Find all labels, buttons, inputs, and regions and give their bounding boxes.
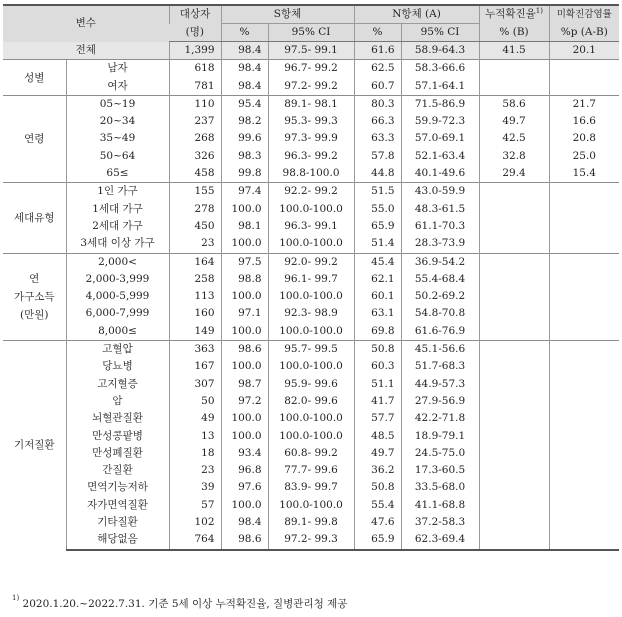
- table-row: [3, 183, 619, 201]
- row-label: 8,000≤: [66, 323, 169, 341]
- cell-undetected: 25.0: [549, 148, 619, 165]
- cell-s-ci: 95.9- 99.6: [268, 376, 354, 393]
- cell-s-ci: 100.0-100.0: [268, 410, 354, 427]
- cell-n-ci: 18.9-79.1: [401, 428, 479, 445]
- cell-s-pct: 98.4: [221, 514, 268, 531]
- cell-n-ci: 43.0-59.9: [401, 183, 479, 201]
- header-subjects: 대상자: [169, 5, 221, 24]
- table-row: [3, 514, 619, 531]
- cell-cumulative: [479, 445, 549, 462]
- cell-n-pct: 55.0: [354, 201, 401, 218]
- cell-s-pct: 99.6: [221, 130, 268, 147]
- group-label: 연 가구소득 (만원): [3, 253, 66, 340]
- cell-s-pct: 97.4: [221, 183, 268, 201]
- cell-n-ci: 42.2-71.8: [401, 410, 479, 427]
- row-label: 뇌혈관질환: [66, 410, 169, 427]
- cell-n-pct: 44.8: [354, 165, 401, 183]
- cell-n-pct: 51.4: [354, 235, 401, 253]
- cell-s-ci: 95.3- 99.3: [268, 113, 354, 130]
- table-row: [3, 113, 619, 130]
- cell-s-ci: 96.3- 99.2: [268, 148, 354, 165]
- cell-s-ci: 100.0-100.0: [268, 497, 354, 514]
- cell-cumulative: [479, 497, 549, 514]
- cell-cumulative: [479, 393, 549, 410]
- table-row: [3, 497, 619, 514]
- header-row-1: [3, 5, 619, 24]
- table-row: [3, 445, 619, 462]
- cell-subjects: 278: [169, 201, 221, 218]
- cell-n-pct: 36.2: [354, 462, 401, 479]
- cell-n-ci: 54.8-70.8: [401, 305, 479, 322]
- cell-subjects: 326: [169, 148, 221, 165]
- cell-cumulative: [479, 253, 549, 271]
- header-s-antibody: S항체: [221, 5, 354, 24]
- cell-s-ci: 92.0- 99.2: [268, 253, 354, 271]
- cell-undetected: [549, 78, 619, 96]
- cell-undetected: [549, 497, 619, 514]
- cell-s-ci: 89.1- 98.1: [268, 95, 354, 113]
- row-label: 3세대 이상 가구: [66, 235, 169, 253]
- cell-cumulative: [479, 376, 549, 393]
- cell-n-pct: 41.7: [354, 393, 401, 410]
- cell-subjects: 167: [169, 358, 221, 375]
- cell-n-ci: 55.4-68.4: [401, 271, 479, 288]
- cell-s-ci: 100.0-100.0: [268, 428, 354, 445]
- cell-n-ci: 45.1-56.6: [401, 341, 479, 359]
- row-label: 65≤: [66, 165, 169, 183]
- cell-undetected: [549, 376, 619, 393]
- cell-s-ci: 95.7- 99.5: [268, 341, 354, 359]
- cell-s-pct: 100.0: [221, 288, 268, 305]
- cell-cumulative: 42.5: [479, 130, 549, 147]
- header-variable: 변수: [3, 5, 169, 42]
- cell-n-pct: 65.9: [354, 218, 401, 235]
- header-undetected-infection: 미확진감염률: [549, 5, 619, 24]
- cell-s-pct: 97.5: [221, 253, 268, 271]
- cell-n-pct: 57.8: [354, 148, 401, 165]
- cell-undetected: [549, 183, 619, 201]
- row-label: 35~49: [66, 130, 169, 147]
- cell-s-pct: 98.7: [221, 376, 268, 393]
- table-body: [3, 42, 619, 550]
- cell-subjects: 39: [169, 479, 221, 496]
- cell-s-ci: 92.3- 98.9: [268, 305, 354, 322]
- total-undetected: 20.1: [549, 42, 619, 60]
- table-row: [3, 479, 619, 496]
- table-row: [3, 271, 619, 288]
- row-label: 기타질환: [66, 514, 169, 531]
- cell-s-ci: 97.2- 99.3: [268, 531, 354, 549]
- group-label: 기저질환: [3, 341, 66, 550]
- cell-s-ci: 83.9- 99.7: [268, 479, 354, 496]
- cell-s-pct: 98.1: [221, 218, 268, 235]
- footnote-text: 2020.1.20.~2022.7.31. 기준 5세 이상 누적확진율, 질병관리청 제공: [22, 598, 348, 610]
- row-label: 고지혈증: [66, 376, 169, 393]
- table-row: [3, 376, 619, 393]
- cell-subjects: 110: [169, 95, 221, 113]
- cell-s-pct: 100.0: [221, 428, 268, 445]
- cell-n-pct: 57.7: [354, 410, 401, 427]
- total-n-ci: 58.9-64.3: [401, 42, 479, 60]
- cell-undetected: [549, 288, 619, 305]
- cell-undetected: [549, 410, 619, 427]
- cell-s-ci: 97.2- 99.2: [268, 78, 354, 96]
- cell-n-pct: 50.8: [354, 479, 401, 496]
- cell-s-pct: 97.1: [221, 305, 268, 322]
- table-row: [3, 130, 619, 147]
- cell-s-pct: 97.6: [221, 479, 268, 496]
- table-row: [3, 410, 619, 427]
- cell-s-pct: 100.0: [221, 323, 268, 341]
- cell-n-ci: 33.5-68.0: [401, 479, 479, 496]
- row-label: 4,000-5,999: [66, 288, 169, 305]
- cell-subjects: 458: [169, 165, 221, 183]
- cell-undetected: [549, 253, 619, 271]
- cell-undetected: [549, 531, 619, 549]
- cell-s-pct: 100.0: [221, 201, 268, 218]
- cell-s-pct: 98.6: [221, 531, 268, 549]
- table-row: [3, 288, 619, 305]
- cell-s-pct: 98.6: [221, 341, 268, 359]
- table-row: [3, 165, 619, 183]
- cell-n-ci: 17.3-60.5: [401, 462, 479, 479]
- table-row: [3, 305, 619, 322]
- cell-subjects: 23: [169, 462, 221, 479]
- group-label: 연령: [3, 95, 66, 182]
- cell-undetected: [549, 60, 619, 78]
- cell-s-ci: 92.2- 99.2: [268, 183, 354, 201]
- cell-s-ci: 60.8- 99.2: [268, 445, 354, 462]
- row-label: 1세대 가구: [66, 201, 169, 218]
- cell-undetected: [549, 271, 619, 288]
- table-row: [3, 95, 619, 113]
- cell-cumulative: [479, 201, 549, 218]
- cell-subjects: 164: [169, 253, 221, 271]
- cell-subjects: 764: [169, 531, 221, 549]
- cell-n-ci: 28.3-73.9: [401, 235, 479, 253]
- cell-undetected: 21.7: [549, 95, 619, 113]
- row-label: 1인 가구: [66, 183, 169, 201]
- cell-subjects: 49: [169, 410, 221, 427]
- header-subjects-unit: (명): [169, 24, 221, 42]
- cell-s-pct: 96.8: [221, 462, 268, 479]
- table-row: [3, 462, 619, 479]
- cell-cumulative: [479, 531, 549, 549]
- total-cumulative: 41.5: [479, 42, 549, 60]
- cell-undetected: 15.4: [549, 165, 619, 183]
- cell-n-ci: 24.5-75.0: [401, 445, 479, 462]
- cell-n-ci: 59.9-72.3: [401, 113, 479, 130]
- cell-cumulative: 49.7: [479, 113, 549, 130]
- cell-undetected: [549, 235, 619, 253]
- cell-cumulative: [479, 341, 549, 359]
- cell-subjects: 23: [169, 235, 221, 253]
- cell-undetected: [549, 428, 619, 445]
- cell-n-ci: 48.3-61.5: [401, 201, 479, 218]
- cell-n-ci: 58.3-66.6: [401, 60, 479, 78]
- cell-subjects: 307: [169, 376, 221, 393]
- table-row: [3, 393, 619, 410]
- cell-n-ci: 62.3-69.4: [401, 531, 479, 549]
- row-label: 암: [66, 393, 169, 410]
- cell-s-pct: 98.2: [221, 113, 268, 130]
- cell-n-pct: 63.1: [354, 305, 401, 322]
- cell-n-pct: 55.4: [354, 497, 401, 514]
- cell-cumulative: [479, 288, 549, 305]
- cell-n-pct: 80.3: [354, 95, 401, 113]
- footnote-mark: 1): [12, 594, 20, 602]
- footnote: [12, 596, 347, 611]
- total-s-pct: 98.4: [221, 42, 268, 60]
- cell-cumulative: [479, 183, 549, 201]
- row-label: 6,000-7,999: [66, 305, 169, 322]
- table-row: [3, 358, 619, 375]
- cell-cumulative: [479, 514, 549, 531]
- table-row: [3, 218, 619, 235]
- table-row: [3, 201, 619, 218]
- cell-undetected: [549, 341, 619, 359]
- cell-undetected: [549, 514, 619, 531]
- row-label: 만성콩팥병: [66, 428, 169, 445]
- header-s-ci: 95% CI: [268, 24, 354, 42]
- header-n-pct: %: [354, 24, 401, 42]
- cell-s-pct: 100.0: [221, 410, 268, 427]
- cell-s-pct: 100.0: [221, 497, 268, 514]
- cell-n-pct: 51.1: [354, 376, 401, 393]
- cell-s-pct: 98.8: [221, 271, 268, 288]
- cell-s-pct: 95.4: [221, 95, 268, 113]
- cell-n-pct: 50.8: [354, 341, 401, 359]
- total-n-pct: 61.6: [354, 42, 401, 60]
- cell-n-ci: 51.7-68.3: [401, 358, 479, 375]
- cell-n-ci: 37.2-58.3: [401, 514, 479, 531]
- cell-n-pct: 63.3: [354, 130, 401, 147]
- cell-n-pct: 51.5: [354, 183, 401, 201]
- row-label: 당뇨병: [66, 358, 169, 375]
- cell-subjects: 18: [169, 445, 221, 462]
- cell-n-ci: 50.2-69.2: [401, 288, 479, 305]
- table-row: [3, 60, 619, 78]
- cell-subjects: 155: [169, 183, 221, 201]
- row-label: 50~64: [66, 148, 169, 165]
- cell-subjects: 363: [169, 341, 221, 359]
- row-label: 05~19: [66, 95, 169, 113]
- cell-cumulative: [479, 218, 549, 235]
- row-label: 해당없음: [66, 531, 169, 549]
- cell-n-ci: 40.1-49.6: [401, 165, 479, 183]
- cell-n-ci: 71.5-86.9: [401, 95, 479, 113]
- cell-subjects: 618: [169, 60, 221, 78]
- cell-s-ci: 97.3- 99.9: [268, 130, 354, 147]
- table-row: [3, 148, 619, 165]
- cell-s-pct: 97.2: [221, 393, 268, 410]
- cell-cumulative: [479, 271, 549, 288]
- header-s-pct: %: [221, 24, 268, 42]
- cell-cumulative: 32.8: [479, 148, 549, 165]
- cell-undetected: [549, 218, 619, 235]
- cell-subjects: 268: [169, 130, 221, 147]
- table-row: [3, 341, 619, 359]
- cell-s-pct: 98.4: [221, 78, 268, 96]
- cell-subjects: 102: [169, 514, 221, 531]
- cell-cumulative: [479, 305, 549, 322]
- row-label: 여자: [66, 78, 169, 96]
- cell-subjects: 57: [169, 497, 221, 514]
- row-label: 자가면역질환: [66, 497, 169, 514]
- header-undetected-unit: %p (A-B): [549, 24, 619, 42]
- group-label: 세대유형: [3, 183, 66, 253]
- cell-undetected: [549, 323, 619, 341]
- cell-subjects: 50: [169, 393, 221, 410]
- cell-s-ci: 96.7- 99.2: [268, 60, 354, 78]
- cell-s-pct: 98.4: [221, 60, 268, 78]
- cell-cumulative: [479, 235, 549, 253]
- cell-s-ci: 100.0-100.0: [268, 288, 354, 305]
- cell-s-ci: 100.0-100.0: [268, 235, 354, 253]
- cell-n-pct: 62.5: [354, 60, 401, 78]
- cell-s-ci: 100.0-100.0: [268, 323, 354, 341]
- cell-undetected: [549, 445, 619, 462]
- row-label: 면역기능저하: [66, 479, 169, 496]
- cell-s-ci: 98.8-100.0: [268, 165, 354, 183]
- cell-cumulative: [479, 428, 549, 445]
- total-n: 1,399: [169, 42, 221, 60]
- cell-cumulative: [479, 410, 549, 427]
- cell-n-pct: 60.3: [354, 358, 401, 375]
- cell-cumulative: [479, 60, 549, 78]
- header-cum-unit: % (B): [479, 24, 549, 42]
- cell-s-pct: 100.0: [221, 358, 268, 375]
- cell-subjects: 450: [169, 218, 221, 235]
- cell-n-ci: 61.1-70.3: [401, 218, 479, 235]
- row-label: 만성폐질환: [66, 445, 169, 462]
- cell-undetected: [549, 479, 619, 496]
- cell-subjects: 258: [169, 271, 221, 288]
- cell-subjects: 160: [169, 305, 221, 322]
- cell-subjects: 781: [169, 78, 221, 96]
- cell-n-pct: 60.1: [354, 288, 401, 305]
- header-n-antibody: N항체 (A): [354, 5, 479, 24]
- table-row: [3, 428, 619, 445]
- total-s-ci: 97.5- 99.1: [268, 42, 354, 60]
- cell-subjects: 149: [169, 323, 221, 341]
- cell-s-ci: 96.1- 99.7: [268, 271, 354, 288]
- cell-s-pct: 99.8: [221, 165, 268, 183]
- cell-n-pct: 45.4: [354, 253, 401, 271]
- cell-cumulative: 29.4: [479, 165, 549, 183]
- cell-undetected: [549, 462, 619, 479]
- header-cumulative-confirmed: 누적확진율$^{1)}$: [479, 5, 549, 24]
- table-row: [3, 323, 619, 341]
- cell-n-pct: 66.3: [354, 113, 401, 130]
- row-label: 2,000-3,999: [66, 271, 169, 288]
- cell-s-ci: 100.0-100.0: [268, 358, 354, 375]
- cell-cumulative: 58.6: [479, 95, 549, 113]
- cell-n-pct: 62.1: [354, 271, 401, 288]
- cell-s-pct: 98.3: [221, 148, 268, 165]
- row-label: 고혈압: [66, 341, 169, 359]
- cell-undetected: [549, 305, 619, 322]
- cell-cumulative: [479, 479, 549, 496]
- row-label: 남자: [66, 60, 169, 78]
- table-row: [3, 253, 619, 271]
- cell-undetected: [549, 201, 619, 218]
- cell-n-ci: 36.9-54.2: [401, 253, 479, 271]
- row-label: 2,000<: [66, 253, 169, 271]
- row-label: 간질환: [66, 462, 169, 479]
- cell-subjects: 237: [169, 113, 221, 130]
- cell-n-pct: 69.8: [354, 323, 401, 341]
- table-row: [3, 531, 619, 549]
- table-row: [3, 235, 619, 253]
- row-label: 20~34: [66, 113, 169, 130]
- cell-n-pct: 60.7: [354, 78, 401, 96]
- total-row: [3, 42, 619, 60]
- cell-n-ci: 57.1-64.1: [401, 78, 479, 96]
- cell-s-ci: 100.0-100.0: [268, 201, 354, 218]
- cell-n-ci: 57.0-69.1: [401, 130, 479, 147]
- cell-cumulative: [479, 358, 549, 375]
- total-label: 전체: [3, 42, 169, 60]
- cell-undetected: 20.8: [549, 130, 619, 147]
- group-label: 성별: [3, 60, 66, 96]
- cell-cumulative: [479, 323, 549, 341]
- cell-n-pct: 47.6: [354, 514, 401, 531]
- cell-cumulative: [479, 462, 549, 479]
- cell-s-pct: 93.4: [221, 445, 268, 462]
- cell-n-pct: 65.9: [354, 531, 401, 549]
- cell-undetected: 16.6: [549, 113, 619, 130]
- table-row: [3, 78, 619, 96]
- row-label: 2세대 가구: [66, 218, 169, 235]
- cell-n-ci: 52.1-63.4: [401, 148, 479, 165]
- cell-s-pct: 100.0: [221, 235, 268, 253]
- cell-n-ci: 44.9-57.3: [401, 376, 479, 393]
- cell-s-ci: 96.3- 99.1: [268, 218, 354, 235]
- cell-s-ci: 82.0- 99.6: [268, 393, 354, 410]
- antibody-table: [3, 4, 619, 551]
- cell-undetected: [549, 358, 619, 375]
- cell-cumulative: [479, 78, 549, 96]
- header-n-ci: 95% CI: [401, 24, 479, 42]
- cell-subjects: 13: [169, 428, 221, 445]
- cell-undetected: [549, 393, 619, 410]
- cell-n-ci: 61.6-76.9: [401, 323, 479, 341]
- cell-n-pct: 48.5: [354, 428, 401, 445]
- cell-subjects: 113: [169, 288, 221, 305]
- cell-n-pct: 49.7: [354, 445, 401, 462]
- cell-s-ci: 77.7- 99.6: [268, 462, 354, 479]
- cell-s-ci: 89.1- 99.8: [268, 514, 354, 531]
- cell-n-ci: 41.1-68.8: [401, 497, 479, 514]
- cell-n-ci: 27.9-56.9: [401, 393, 479, 410]
